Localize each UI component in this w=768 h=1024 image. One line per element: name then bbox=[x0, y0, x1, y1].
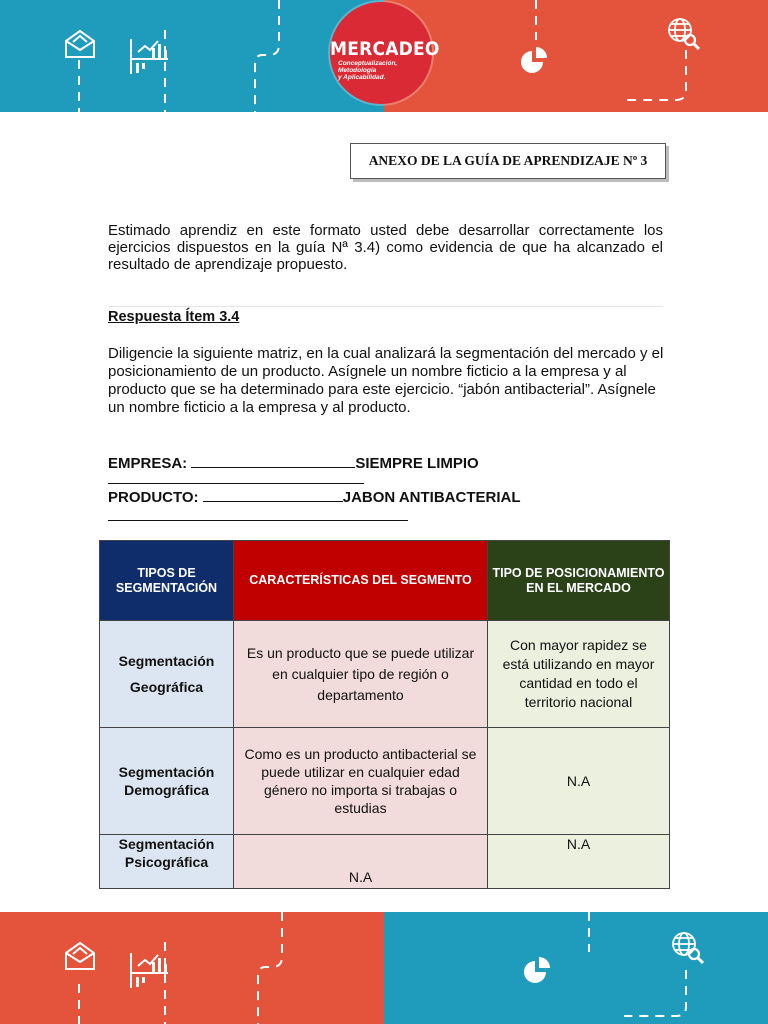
envelope-icon bbox=[63, 940, 97, 972]
empresa-underline bbox=[108, 483, 364, 484]
instructions-paragraph: Diligencie la siguiente matriz, en la cual analizará la segmentación del mercado y el posicionamiento de un producto. Asígnele un nombre ficticio a la empresa y al producto que se ha determinado para este ejercicio. “jabón antibacterial”. Asígnele un nombre ficticio a la empresa y al producto. bbox=[108, 345, 664, 416]
row-characteristics: N.A bbox=[234, 835, 488, 889]
empresa-field bbox=[108, 454, 479, 472]
row-segment-type: Segmentación Geográfica bbox=[100, 621, 234, 728]
table-row bbox=[100, 621, 670, 728]
row-positioning: N.A bbox=[488, 835, 670, 889]
header-market-positioning: TIPO DE POSICIONAMIENTO EN EL MERCADO bbox=[488, 541, 670, 621]
banner-dashed-lines bbox=[0, 912, 768, 1024]
globe-search-icon bbox=[670, 930, 704, 964]
globe-search-icon bbox=[666, 16, 700, 50]
document-title: ANEXO DE LA GUÍA DE APRENDIZAJE Nº 3 bbox=[350, 143, 666, 179]
empresa-label: EMPRESA: bbox=[108, 455, 188, 472]
producto-underline bbox=[108, 520, 408, 521]
logo-title: MERCADEO bbox=[330, 38, 440, 60]
mercadeo-logo bbox=[330, 2, 440, 104]
producto-blank bbox=[203, 488, 343, 502]
row-characteristics: Como es un producto antibacterial se puede utilizar en cualquier edad género no importa si trabajas o estudias bbox=[234, 728, 488, 835]
producto-field bbox=[108, 488, 521, 506]
pie-chart-icon bbox=[520, 954, 554, 986]
header-segment-characteristics: CARACTERÍSTICAS DEL SEGMENTO bbox=[234, 541, 488, 621]
segmentation-matrix bbox=[99, 540, 670, 889]
empresa-blank bbox=[191, 454, 355, 468]
producto-value: JABON ANTIBACTERIAL bbox=[342, 489, 521, 506]
table-header-row bbox=[100, 541, 670, 621]
pie-chart-icon bbox=[517, 44, 551, 76]
producto-label: PRODUCTO: bbox=[108, 489, 199, 506]
row-characteristics: Es un producto que se puede utilizar en cualquier tipo de región o departamento bbox=[234, 621, 488, 728]
bar-chart-icon bbox=[128, 36, 170, 76]
section-subtitle: Respuesta Ítem 3.4 bbox=[108, 309, 240, 325]
empresa-value: SIEMPRE LIMPIO bbox=[355, 455, 479, 472]
footer-banner bbox=[0, 912, 768, 1024]
table-row bbox=[100, 835, 670, 889]
bar-chart-icon bbox=[128, 950, 170, 990]
envelope-icon bbox=[63, 28, 97, 60]
header-banner bbox=[0, 0, 768, 112]
logo-subtitle: Conceptualización, Metodología y Aplicabilidad. bbox=[338, 60, 398, 81]
row-positioning: N.A bbox=[488, 728, 670, 835]
header-segment-type: TIPOS DE SEGMENTACIÓN bbox=[100, 541, 234, 621]
intro-paragraph: Estimado aprendiz en este formato usted debe desarrollar correctamente los ejercicios dispuestos en la guía Nª 3.4) como evidencia de que ha alcanzado el resultado de aprendizaje propuesto. bbox=[108, 222, 663, 273]
section-divider bbox=[108, 306, 663, 307]
row-segment-type: Segmentación Demográfica bbox=[100, 728, 234, 835]
row-segment-type: Segmentación Psicográfica bbox=[100, 835, 234, 889]
table-row bbox=[100, 728, 670, 835]
row-positioning: Con mayor rapidez se está utilizando en mayor cantidad en todo el territorio nacional bbox=[488, 621, 670, 728]
